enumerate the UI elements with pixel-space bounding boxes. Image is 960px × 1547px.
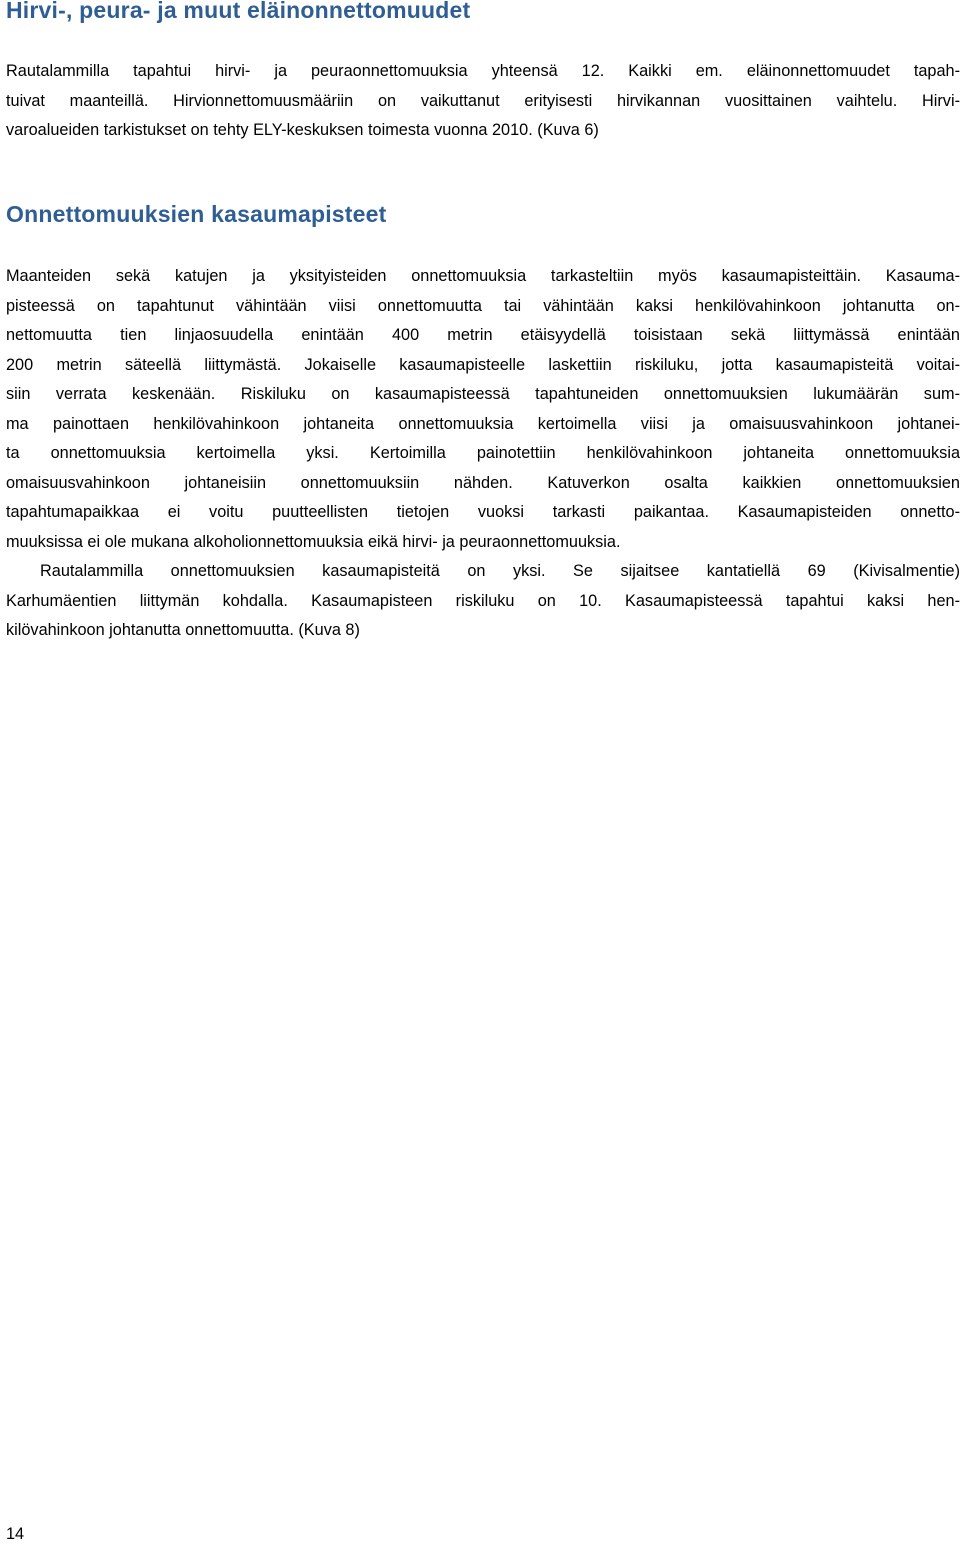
paragraph-line: pisteessä on tapahtunut vähintään viisi onnettomuutta tai vähintään kaksi henkilövahinkoon johtanutta on- — [6, 296, 960, 315]
paragraph-line: Karhumäentien liittymän kohdalla. Kasaumapisteen riskiluku on 10. Kasaumapisteessä tapahtui kaksi hen- — [6, 591, 960, 610]
paragraph-line: ta onnettomuuksia kertoimella yksi. Kertoimilla painotettiin henkilövahinkoon johtaneita onnettomuuksia — [6, 444, 960, 462]
paragraph-line: siin verrata keskenään. Riskiluku on kasaumapisteessä tapahtuneiden onnettomuuksien lukumäärän sum- — [6, 385, 960, 403]
paragraph-line: tapahtumapaikkaa ei voitu puutteellisten tietojen vuoksi tarkasti paikantaa. Kasaumapisteiden onnetto- — [6, 503, 960, 521]
paragraph-line: tuivat maanteillä. Hirvionnettomuusmääriin on vaikuttanut erityisesti hirvikannan vuosittainen vaihtelu. Hirvi- — [6, 91, 960, 110]
animal-accidents-paragraph — [6, 57, 960, 146]
section-heading-animal-accidents: Hirvi-, peura- ja muut eläinonnettomuudet — [6, 0, 471, 23]
paragraph-line: ma painottaen henkilövahinkoon johtaneita onnettomuuksia kertoimella viisi ja omaisuusvahinkoon johtanei- — [6, 414, 960, 433]
paragraph-line: kilövahinkoon johtanutta onnettomuutta. (Kuva 8) — [6, 621, 360, 639]
paragraph-line: muuksissa ei ole mukana alkoholionnettomuuksia eikä hirvi- ja peuraonnettomuuksia. — [6, 532, 621, 551]
paragraph-line: Rautalammilla tapahtui hirvi- ja peuraonnettomuuksia yhteensä 12. Kaikki em. eläinonnettomuudet tapah- — [6, 62, 960, 80]
paragraph-line: varoalueiden tarkistukset on tehty ELY-keskuksen toimesta vuonna 2010. (Kuva 6) — [6, 121, 599, 139]
accident-clusters-paragraph — [6, 262, 960, 646]
section-heading-accident-clusters: Onnettomuuksien kasaumapisteet — [6, 201, 387, 227]
paragraph-line: Maanteiden sekä katujen ja yksityisteiden onnettomuuksia tarkasteltiin myös kasaumapisteittäin. Kasauma- — [6, 267, 960, 285]
paragraph-line: 200 metrin säteellä liittymästä. Jokaiselle kasaumapisteelle laskettiin riskiluku, jotta kasaumapisteitä voitai- — [6, 355, 960, 374]
paragraph-line: nettomuutta tien linjaosuudella enintään 400 metrin etäisyydellä toisistaan sekä liittymässä enintään — [6, 326, 960, 344]
paragraph-line: omaisuusvahinkoon johtaneisiin onnettomuuksiin nähden. Katuverkon osalta kaikkien onnettomuuksien — [6, 473, 960, 492]
page-number: 14 — [6, 1525, 25, 1543]
paragraph-line: Rautalammilla onnettomuuksien kasaumapisteitä on yksi. Se sijaitsee kantatiellä 69 (Kivisalmentie) — [40, 562, 960, 580]
